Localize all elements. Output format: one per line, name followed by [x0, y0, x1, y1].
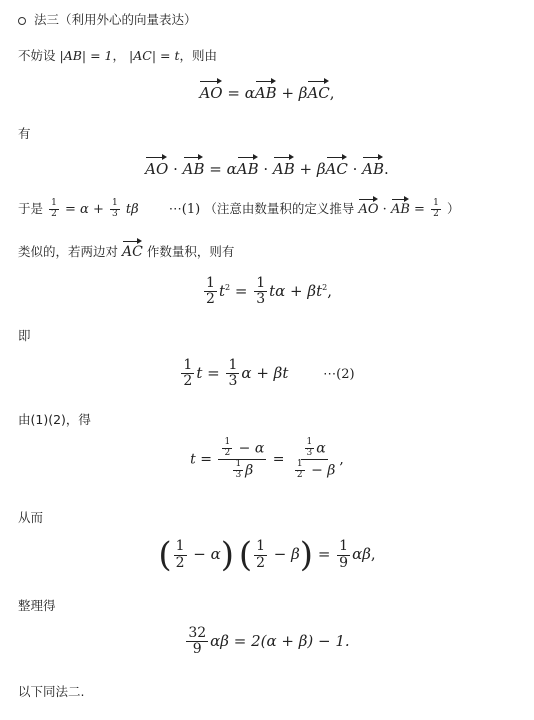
fraction-32-9: $\frac{32}{9}$ [188, 625, 207, 658]
fraction-ratio-left: $\frac{1}{2}$ − α $\frac{1}{3}$ β [218, 438, 266, 481]
fraction-half: $\frac{1}{2}$ [256, 538, 265, 571]
fraction-third: $\frac{1}{3}$ [235, 458, 242, 480]
fraction-half: $\frac{1}{2}$ [183, 357, 193, 390]
fraction-third: $\frac{1}{3}$ [306, 437, 313, 458]
fraction-half: $\frac{1}{2}$ [51, 198, 57, 219]
fraction-half: $\frac{1}{2}$ [206, 275, 215, 308]
similar-line: 类似的，若两边对 AC 作数量积，则有 [18, 240, 234, 260]
fraction-half: $\frac{1}{2}$ [175, 538, 185, 571]
intro-line: 不妨设 |AB| = 1， |AC| = t，则由 [18, 48, 217, 63]
heading: 法三（利用外心的向量表达） [18, 10, 197, 28]
closing-line: 以下同法二. [18, 684, 85, 699]
fraction-third: $\frac{1}{3}$ [112, 198, 118, 219]
equation-1-line: 于是 $\frac{1}{2}$ = α + $\frac{1}{3}$ tβ ⋯(1) （注意由数量积的定义推导 AO · AB = $\frac{1}{2}$ ） [18, 198, 460, 219]
label-you: 有 [18, 126, 31, 141]
equation-t-ratio: t = $\frac{1}{2}$ − α $\frac{1}{3}$ β = $\frac{1}{3}$ α $\frac{1}{2}$ − β , [190, 437, 344, 480]
from-1-2: 由(1)(2)，得 [18, 412, 91, 427]
label-zhengli: 整理得 [18, 598, 56, 613]
equation-final: $\frac{32}{9}$ αβ = 2(α + β) − 1. [188, 625, 350, 658]
fraction-half: $\frac{1}{2}$ [224, 437, 231, 458]
equation-dot-ab: AO · AB = αAB · AB + βAC · AB. [0, 156, 534, 178]
bullet-icon [18, 17, 26, 25]
fraction-ninth: $\frac{1}{9}$ [339, 538, 349, 571]
fraction-ratio-right: $\frac{1}{3}$ α $\frac{1}{2}$ − β [296, 437, 336, 480]
equation-dot-ac: $\frac{1}{2}$ $t^2$ = $\frac{1}{3}$ $t\alpha + \beta t^2$, [206, 275, 332, 308]
equation-ao-decomposition: AO = αAB + βAC, [0, 80, 534, 102]
label-congcr: 从而 [18, 510, 44, 525]
label-ji: 即 [18, 328, 31, 343]
fraction-half: $\frac{1}{2}$ [433, 198, 439, 219]
fraction-third: $\frac{1}{3}$ [228, 357, 238, 390]
equation-2: $\frac{1}{2}$ t = $\frac{1}{3}$ α + βt ⋯(2) [183, 357, 355, 390]
equation-product: ( $\frac{1}{2}$ − α) ( $\frac{1}{2}$ − β) = $\frac{1}{9}$ αβ, [158, 535, 376, 575]
fraction-third: $\frac{1}{3}$ [256, 275, 266, 308]
fraction-half: $\frac{1}{2}$ [296, 458, 303, 480]
